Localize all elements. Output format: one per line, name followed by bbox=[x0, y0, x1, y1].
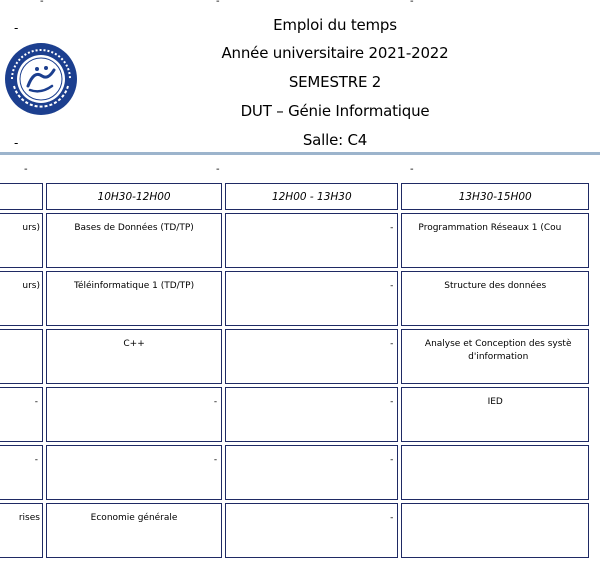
header-rule bbox=[0, 152, 600, 155]
top-marker: - bbox=[216, 0, 220, 7]
cell: IED bbox=[401, 387, 589, 442]
cell: - bbox=[46, 445, 222, 500]
academic-year: Année universitaire 2021-2022 bbox=[221, 44, 449, 62]
top-marker: - bbox=[40, 0, 44, 7]
table-row bbox=[0, 503, 589, 558]
cell: Analyse et Conception des systè d'information bbox=[401, 329, 589, 384]
top-marker: - bbox=[410, 0, 414, 7]
cell: Economie générale bbox=[46, 503, 222, 558]
semester: SEMESTRE 2 bbox=[288, 73, 382, 91]
cell: - bbox=[225, 387, 398, 442]
col-header bbox=[0, 183, 43, 210]
cell: - bbox=[225, 329, 398, 384]
cell bbox=[401, 445, 589, 500]
cell: rises bbox=[0, 503, 43, 558]
table-row bbox=[0, 329, 589, 384]
cell: urs) bbox=[0, 213, 43, 268]
table-row bbox=[0, 445, 589, 500]
timetable bbox=[0, 180, 592, 561]
cell: - bbox=[225, 271, 398, 326]
cell: - bbox=[46, 387, 222, 442]
cell: - bbox=[225, 503, 398, 558]
cell bbox=[401, 503, 589, 558]
section-marker: - bbox=[216, 164, 220, 175]
cell: - bbox=[225, 445, 398, 500]
header-marker: - bbox=[14, 136, 19, 150]
table-row bbox=[0, 387, 589, 442]
doc-title: Emploi du temps bbox=[273, 16, 397, 34]
cell: Structure des données bbox=[401, 271, 589, 326]
cell: - bbox=[0, 445, 43, 500]
cell: C++ bbox=[46, 329, 222, 384]
table-row bbox=[0, 271, 589, 326]
header-marker: - bbox=[14, 21, 19, 35]
col-header: 13H30-15H00 bbox=[401, 183, 589, 210]
cell: Programmation Réseaux 1 (Cou bbox=[401, 213, 589, 268]
section-marker: - bbox=[24, 164, 28, 175]
cell bbox=[0, 329, 43, 384]
section-marker: - bbox=[410, 164, 414, 175]
program: DUT – Génie Informatique bbox=[240, 102, 430, 120]
cell: urs) bbox=[0, 271, 43, 326]
header-row bbox=[0, 183, 589, 210]
university-logo bbox=[4, 42, 78, 116]
cell: Téléinformatique 1 (TD/TP) bbox=[46, 271, 222, 326]
cell: Bases de Données (TD/TP) bbox=[46, 213, 222, 268]
col-header: 10H30-12H00 bbox=[46, 183, 222, 210]
room: Salle: C4 bbox=[302, 131, 368, 149]
cell: - bbox=[0, 387, 43, 442]
col-header: 12H00 - 13H30 bbox=[225, 183, 398, 210]
cell: - bbox=[225, 213, 398, 268]
document-header bbox=[0, 8, 600, 152]
table-row bbox=[0, 213, 589, 268]
